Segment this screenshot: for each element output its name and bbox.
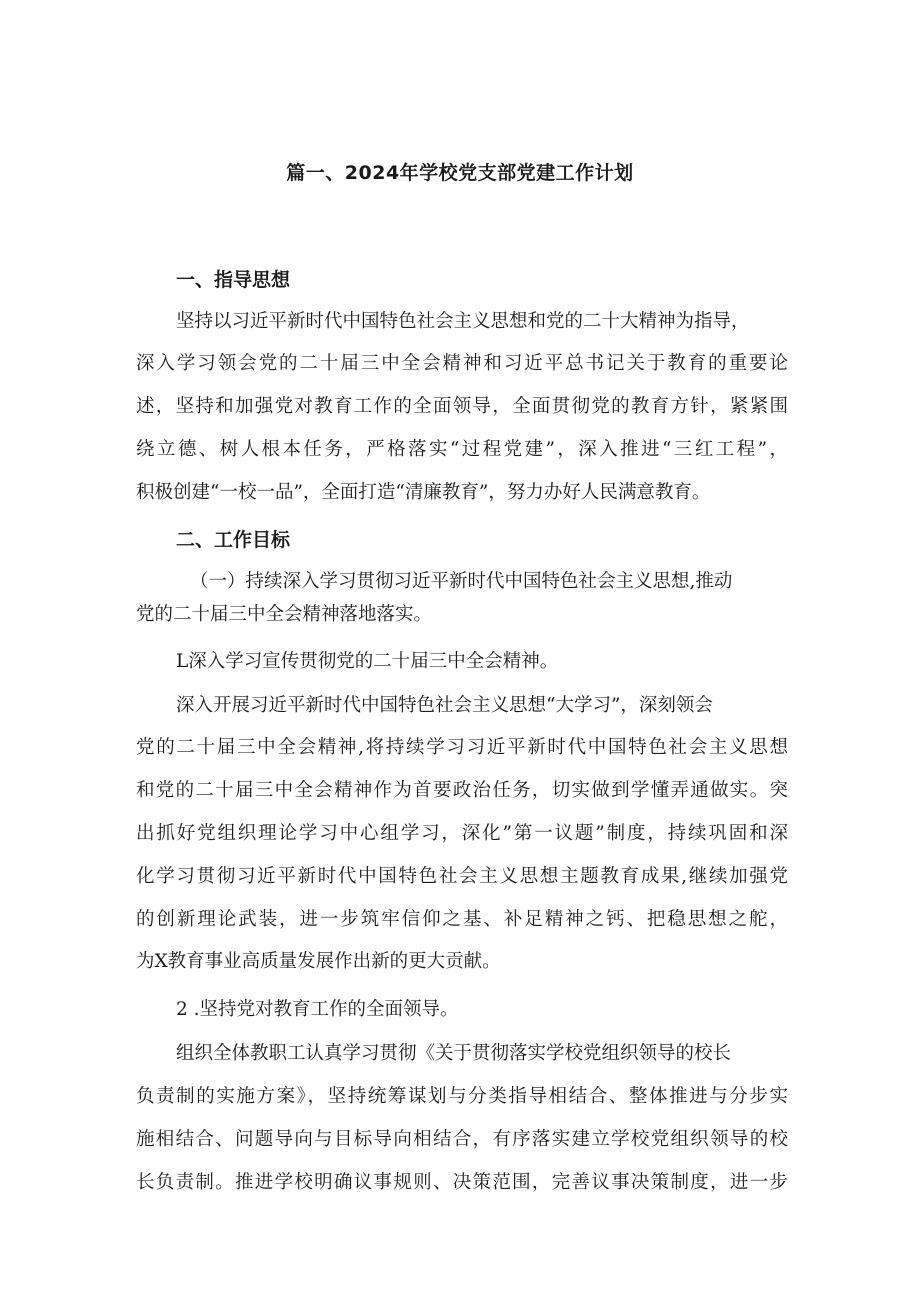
- paragraph-line: L深入学习宣传贯彻党的二十届三中全会精神。: [176, 651, 559, 672]
- paragraph-line: 积极创建“一校一品”，全面打造“清廉教育”，努力办好人民满意教育。: [136, 482, 711, 503]
- paragraph-line: （一）持续深入学习贯彻习近平新时代中国特色社会主义思想,推动: [190, 571, 733, 592]
- paragraph-line: 坚持以习近平新时代中国特色社会主义思想和党的二十大精神为指导，: [176, 311, 750, 332]
- paragraph-line: 和党的二十届三中全会精神作为首要政治任务，切实做到学懂弄通做实。突: [136, 780, 788, 801]
- paragraph-line: 2 .坚持党对教育工作的全面领导。: [176, 999, 459, 1020]
- section-heading-work-goals: 二、工作目标: [176, 529, 291, 551]
- paragraph-line: 为X教育事业高质量发展作出新的更大贡献。: [136, 951, 501, 972]
- paragraph-line: 党的二十届三中全会精神落地落实。: [136, 604, 433, 625]
- paragraph-line: 深入开展习近平新时代中国特色社会主义思想“大学习”，深刻领会: [176, 695, 713, 716]
- paragraph-line: 深入学习领会党的二十届三中全会精神和习近平总书记关于教育的重要论: [136, 353, 788, 374]
- paragraph-line: 负责制的实施方案》，坚持统筹谋划与分类指导相结合、整体推进与分步实: [136, 1086, 788, 1107]
- paragraph-line: 出抓好党组织理论学习中心组学习，深化”第一议题”制度，持续巩固和深: [136, 823, 788, 844]
- paragraph-line: 述，坚持和加强党对教育工作的全面领导，全面贯彻党的教育方针，紧紧围: [136, 396, 788, 417]
- document-title: 篇一、2024年学校党支部党建工作计划: [286, 162, 634, 184]
- paragraph-line: 长负责制。推进学校明确议事规则、决策范围，完善议事决策制度，进一步: [136, 1172, 788, 1193]
- paragraph-line: 的创新理论武装，进一步筑牢信仰之基、补足精神之钙、把稳思想之舵，: [136, 909, 788, 930]
- paragraph-line: 施相结合、问题导向与目标导向相结合，有序落实建立学校党组织领导的校: [136, 1129, 788, 1150]
- paragraph-line: 组织全体教职工认真学习贯彻《关于贯彻落实学校党组织领导的校长: [176, 1043, 732, 1064]
- section-heading-guiding-ideology: 一、指导思想: [176, 269, 291, 291]
- paragraph-line: 党的二十届三中全会精神,将持续学习习近平新时代中国特色社会主义思想: [136, 737, 788, 758]
- paragraph-line: 化学习贯彻习近平新时代中国特色社会主义思想主题教育成果,继续加强党: [136, 866, 788, 887]
- paragraph-line: 绕立德、树人根本任务，严格落实“过程党建”，深入推进“三红工程”，: [136, 439, 788, 460]
